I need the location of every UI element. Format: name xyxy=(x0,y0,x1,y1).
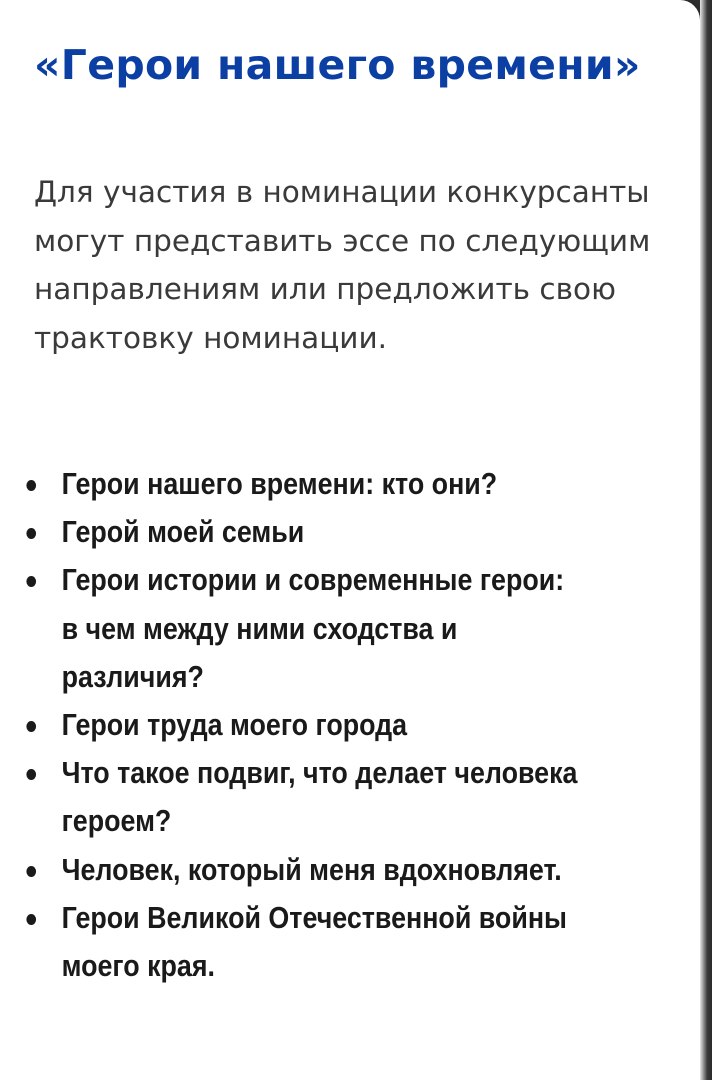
bullet-icon xyxy=(26,769,36,780)
topics-list xyxy=(0,460,700,990)
bullet-icon xyxy=(26,866,36,877)
bullet-icon xyxy=(26,576,36,587)
topic-text: Герои Великой Отечественной войны моего края. xyxy=(61,900,567,984)
topic-text: Что такое подвиг, что делает человека героем? xyxy=(61,756,578,839)
list-item xyxy=(0,749,616,845)
topic-text: Герой моей семьи xyxy=(61,515,305,550)
topic-text: Герои истории и современные герои: в чем между ними сходства и различия? xyxy=(61,563,565,694)
intro-paragraph: Для участия в номинации конкурсанты могут представить эссе по следующим направлениям или предложить свою трактовку номинации. xyxy=(34,175,651,355)
list-item xyxy=(0,556,616,701)
topic-text: Человек, который меня вдохновляет. xyxy=(61,852,562,887)
list-item xyxy=(0,846,616,894)
bullet-icon xyxy=(26,914,36,925)
bullet-icon xyxy=(26,721,36,732)
topic-text: Герои нашего времени: кто они? xyxy=(61,467,498,501)
list-item xyxy=(0,701,616,749)
topic-text: Герои труда моего города xyxy=(61,708,408,743)
section-title: «Герои нашего времени» xyxy=(34,41,641,89)
list-item xyxy=(0,460,616,508)
bullet-icon xyxy=(26,528,36,539)
screen-edge xyxy=(700,0,712,1080)
list-item xyxy=(0,894,616,990)
list-item xyxy=(0,508,616,556)
bullet-icon xyxy=(26,480,36,491)
